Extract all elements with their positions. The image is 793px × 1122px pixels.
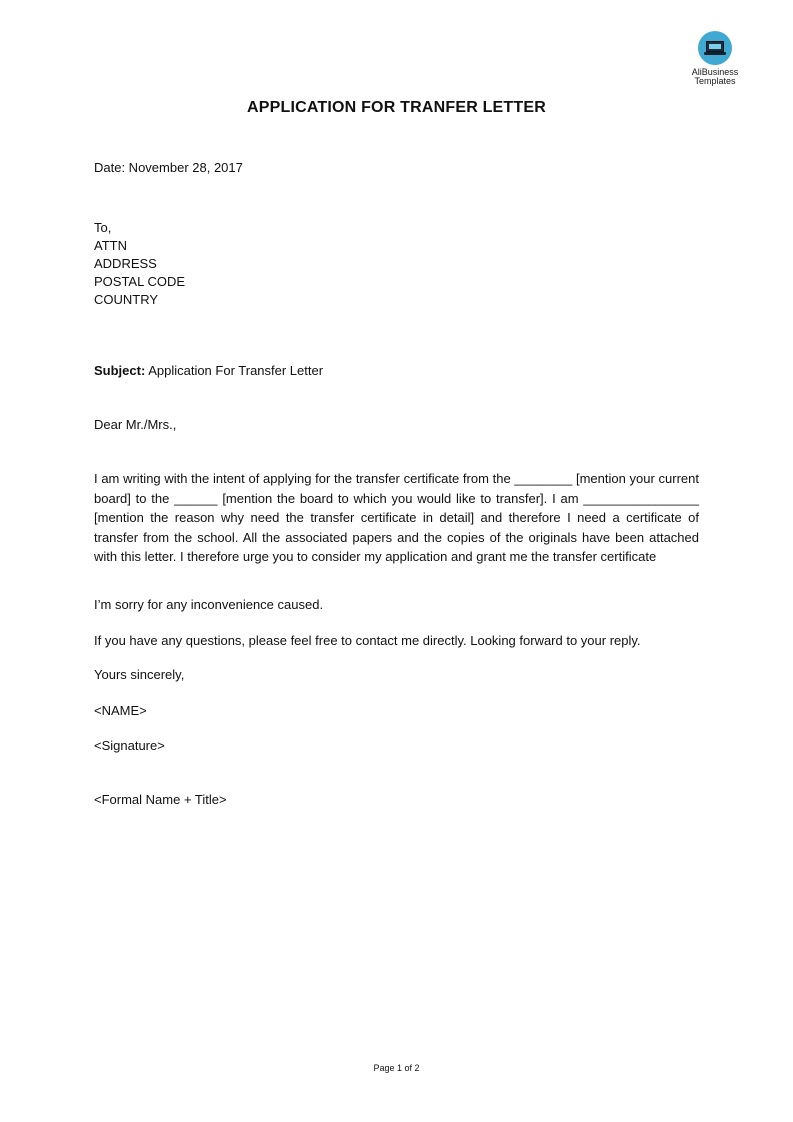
recipient-address-block [94,219,185,309]
logo-line-1: AliBusiness [691,67,739,77]
recipient-postal-code: POSTAL CODE [94,274,186,289]
signature-placeholder: <Signature> [94,738,165,753]
subject-text: Application For Transfer Letter [145,363,324,378]
formal-name-placeholder: <Formal Name + Title> [94,792,227,807]
subject-line [94,362,323,380]
closing-line: Yours sincerely, [94,667,185,682]
logo-text [684,68,746,86]
questions-line: If you have any questions, please feel free to contact me directly. Looking forward to your reply. [94,633,641,648]
recipient-country: COUNTRY [94,292,159,307]
body-paragraph: I am writing with the intent of applying for the transfer certificate from the ________ [mention your current board] to the ______ [mention the board to which you would like to transfer]. I am ________________ [mention the reason why need the transfer certificate in detail] and therefore I need a certificate of transfer from the school. All the associated papers and the copies of the originals have been attached with this letter. I therefore urge you to consider my application and grant me the transfer certificate [94,471,699,564]
recipient-address: ADDRESS [94,256,157,271]
name-placeholder: <NAME> [94,703,147,718]
laptop-icon [698,31,732,65]
date-line: Date: November 28, 2017 [94,160,243,175]
apology-line: I’m sorry for any inconvenience caused. [94,597,324,612]
document-title: APPLICATION FOR TRANFER LETTER [246,99,547,116]
page-footer: Page 1 of 2 [373,1063,420,1073]
recipient-attn: ATTN [94,238,127,253]
subject-label: Subject: [94,363,146,378]
salutation: Dear Mr./Mrs., [94,417,177,432]
alibusiness-logo [684,31,746,86]
recipient-to: To, [94,220,112,235]
logo-line-2: Templates [694,76,736,86]
